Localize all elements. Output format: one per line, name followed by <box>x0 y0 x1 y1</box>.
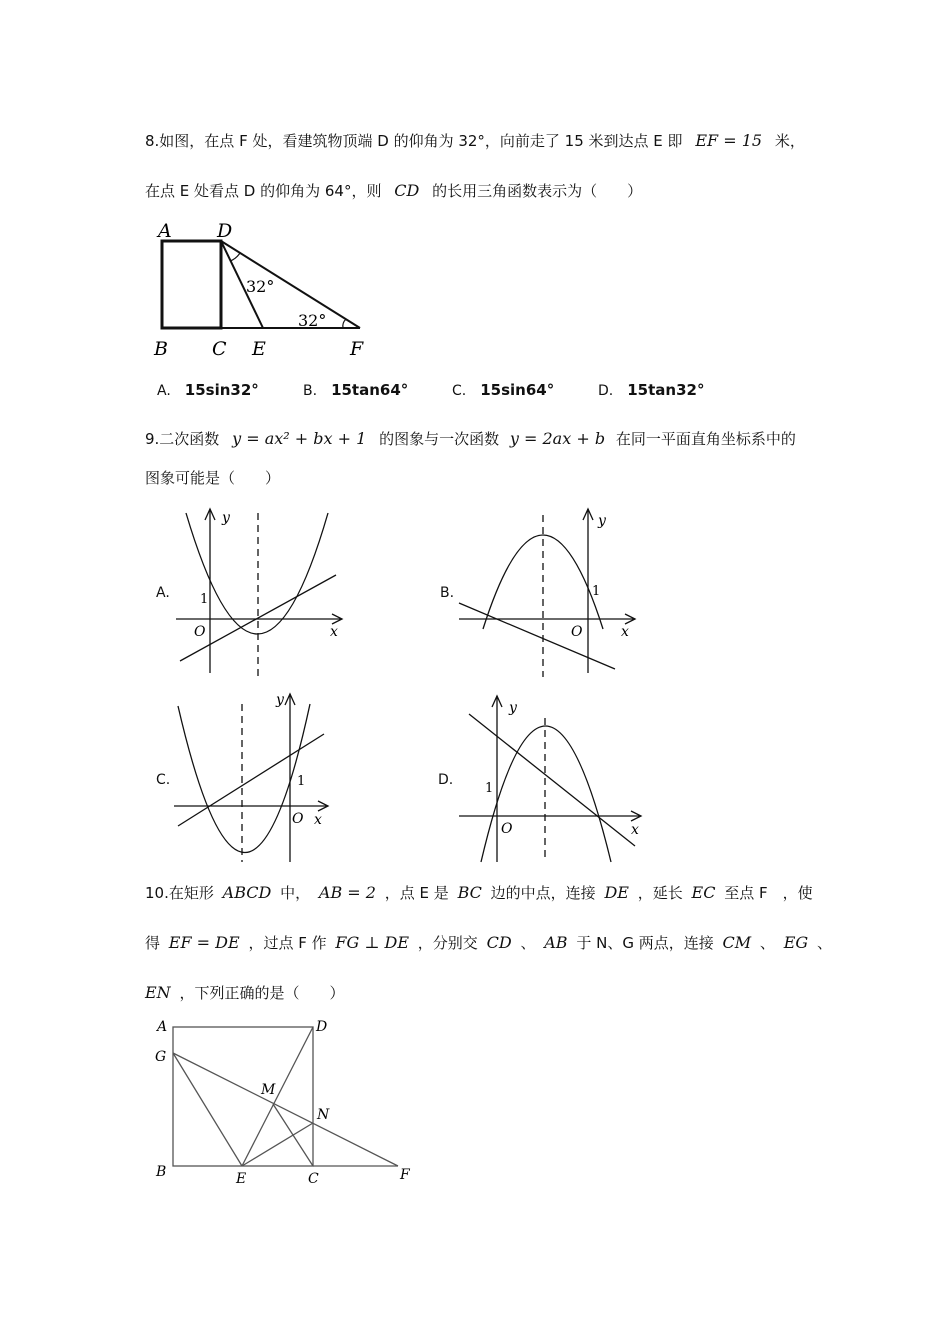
q9-option-b-label[interactable]: B. <box>440 585 455 601</box>
q8-figure <box>150 215 380 360</box>
q10-line1: 10.在矩形 ABCD 中， AB = 2 ，点 E 是 BC 边的中点，连接 DE ，延长 EC 至点 F ，使 <box>145 883 813 902</box>
svg-text:1: 1 <box>592 584 601 599</box>
q8-math-cd: CD <box>394 181 420 200</box>
parabola <box>481 726 611 862</box>
label-C: C <box>212 338 227 360</box>
q9-line2: 图象可能是（ ） <box>145 469 281 487</box>
q10-figure <box>150 1012 420 1192</box>
label-C: C <box>308 1171 319 1187</box>
svg-text:1: 1 <box>200 592 209 607</box>
label-D: D <box>316 1019 328 1035</box>
label-G: G <box>155 1049 167 1065</box>
label-F: F <box>400 1167 410 1183</box>
q8-option-b[interactable]: B. 15tan64° <box>303 381 409 399</box>
label-M: M <box>261 1082 276 1098</box>
q9-option-d-label[interactable]: D. <box>438 772 454 788</box>
label-F: F <box>350 338 364 360</box>
q9-graph-b[interactable] <box>455 505 645 680</box>
angle-arc-top <box>230 253 240 261</box>
svg-text:y: y <box>598 513 606 529</box>
svg-text:1: 1 <box>485 781 494 796</box>
q9-math-quadratic: y = ax² + bx + 1 <box>232 429 367 448</box>
q9-line1: 9.二次函数 y = ax² + bx + 1 的图象与一次函数 y = 2ax + b 在同一平面直角坐标系中的 <box>145 429 796 448</box>
q8-line2: 在点 E 处看点 D 的仰角为 64°，则 CD 的长用三角函数表示为（ ） <box>145 181 643 200</box>
svg-text:x: x <box>330 624 338 640</box>
line <box>469 714 635 846</box>
q8-option-d[interactable]: D. 15tan32° <box>598 381 705 399</box>
svg-text:y: y <box>509 700 517 716</box>
q9-option-c-label[interactable]: C. <box>156 772 171 788</box>
angle-arc-bottom <box>343 319 346 328</box>
q8-line1: 8.如图，在点 F 处，看建筑物顶端 D 的仰角为 32°，向前走了 15 米到达点 E 即 EF = 15 米， <box>145 131 805 150</box>
q8-option-a[interactable]: A. 15sin32° <box>157 381 259 399</box>
q9-graph-a[interactable] <box>172 505 352 680</box>
label-A: A <box>158 220 172 242</box>
label-E: E <box>252 338 266 360</box>
q9-graph-d[interactable] <box>455 690 655 865</box>
svg-text:1: 1 <box>297 774 306 789</box>
rect-abcd <box>173 1027 313 1166</box>
label-A: A <box>157 1019 168 1035</box>
angle-label-bottom: 32° <box>298 311 327 330</box>
q8-option-c[interactable]: C. 15sin64° <box>452 381 555 399</box>
q9-graph-c[interactable] <box>170 690 340 865</box>
svg-text:x: x <box>314 812 322 828</box>
q8-math-ef: EF = 15 <box>695 131 763 150</box>
svg-text:y: y <box>276 692 284 708</box>
svg-text:O: O <box>194 624 206 640</box>
svg-text:O: O <box>501 821 513 837</box>
parabola <box>186 513 328 634</box>
q9-option-a-label[interactable]: A. <box>156 585 170 601</box>
svg-text:y: y <box>222 510 230 526</box>
q10-line3: EN ，下列正确的是（ ） <box>145 983 345 1002</box>
label-E: E <box>236 1171 247 1187</box>
q9-math-linear: y = 2ax + b <box>509 429 606 448</box>
label-B: B <box>154 338 168 360</box>
label-D: D <box>217 220 233 242</box>
building-rect <box>162 241 221 328</box>
svg-text:O: O <box>571 624 583 640</box>
line <box>459 603 615 669</box>
svg-text:x: x <box>621 624 629 640</box>
label-N: N <box>317 1107 330 1123</box>
svg-text:O: O <box>292 811 304 827</box>
label-B: B <box>156 1164 167 1180</box>
svg-text:x: x <box>631 822 639 838</box>
angle-label-top: 32° <box>246 277 275 296</box>
q10-line2: 得 EF = DE ，过点 F 作 FG ⊥ DE ，分别交 CD 、 AB 于 N、G 两点，连接 CM 、 EG 、 <box>145 933 832 952</box>
